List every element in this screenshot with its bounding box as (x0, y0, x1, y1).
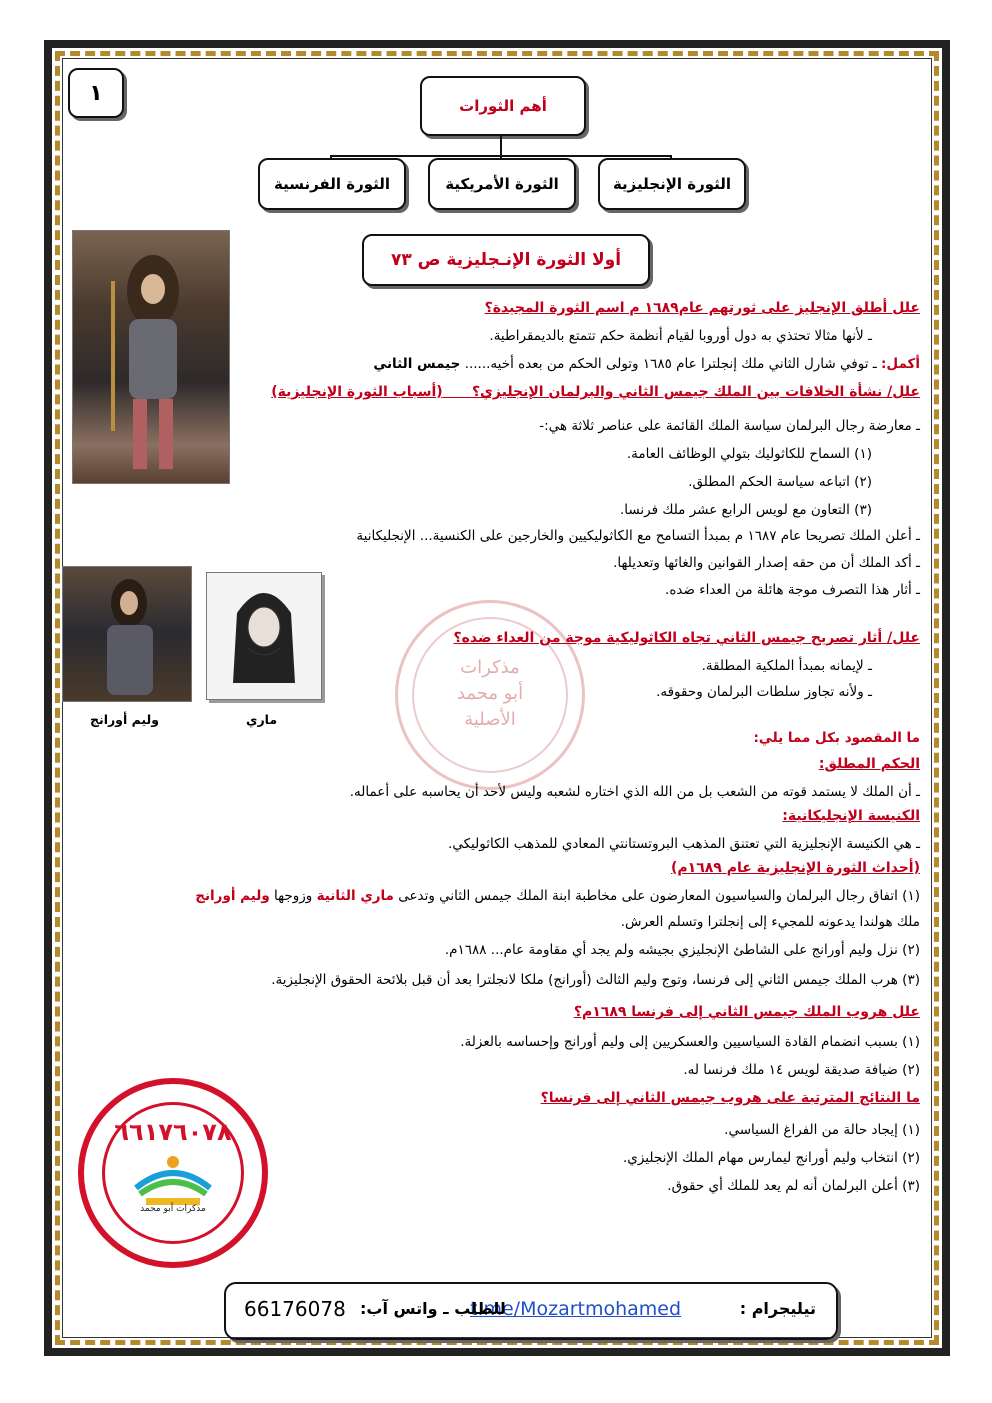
anglican-church-term: الكنيسة الإنجليكانية: (782, 808, 920, 824)
mary-name: ماري الثانية (316, 888, 394, 904)
question-hostility: علل/ أثار تصريح جيمس الثاني تجاه الكاثوليكية موجة من العداء ضده؟ (453, 630, 920, 646)
mary-portrait (206, 572, 322, 700)
stamp-number: ٦٦١٧٦٠٧٨ (114, 1118, 232, 1146)
william-name: وليم أورانج (195, 888, 270, 904)
hostility-answer: ـ لإيمانه بمبدأ الملكية المطلقة. (701, 658, 872, 674)
stamp-caption: مذكرات أبو محمد (140, 1204, 206, 1214)
hostility-answer: ـ ولأنه تجاوز سلطات البرلمان وحقوقه. (656, 684, 872, 700)
william-orange-portrait (62, 566, 192, 702)
question-results: ما النتائج المترتبة على هروب جيمس الثاني إلى فرنسا؟ (540, 1090, 920, 1106)
results-answer: (٣) أعلن البرلمان أنه لم يعد للملك أي حقوق. (667, 1178, 920, 1194)
event-3: (٣) هرب الملك جيمس الثاني إلى فرنسا، وتوج وليم الثالث (أورانج) ملكا لانجلترا بعد أن قبل بلائحة الحقوق الإنجليزية. (271, 972, 920, 988)
disputes-line: ـ أثار هذا التصرف موجة هائلة من العداء ضده. (665, 582, 920, 598)
answer-glorious-revolution: ـ لأنها مثالا تحتذي به دول أوروبا لقيام أنظمة حكم تتمتع بالديمقراطية. (489, 328, 872, 344)
complete-answer: جيمس الثاني (373, 356, 461, 372)
question-disputes-note: (أسباب الثورة الإنجليزية) (271, 384, 443, 400)
question-escape: علل هروب الملك جيمس الثاني إلى فرنسا ١٦٨٩م؟ (573, 1004, 920, 1020)
portrait-figure-icon (73, 231, 229, 483)
portrait-figure-icon (207, 573, 321, 699)
events-heading: (أحداث الثورة الإنجليزية عام ١٦٨٩م) (670, 860, 920, 876)
order-label: للطلب ـ واتس آب: (360, 1299, 506, 1318)
telegram-link[interactable]: t.me/Mozartmohamed (470, 1298, 682, 1320)
disputes-item: (٣) التعاون مع لويس الرابع عشر ملك فرنسا. (619, 502, 872, 518)
event-1-text: (١) اتفاق رجال البرلمان والسياسيون المعارضون على مخاطبة ابنة الملك جيمس الثاني وتدعى (398, 888, 920, 904)
phone-number: 66176078 (244, 1297, 346, 1321)
french-revolution-box: الثورة الفرنسية (258, 158, 406, 210)
anglican-church-definition: ـ هي الكنيسة الإنجليزية التي تعتنق المذهب البروتستانتي المعادي للمذهب الكاثوليكي. (448, 836, 920, 852)
section-heading: أولا الثورة الإنـجليزية ص ٧٣ (362, 234, 650, 286)
question-disputes-text: علل/ نشأة الخلافات بين الملك جيمس الثاني والبرلمان الإنجليزي؟ (471, 384, 920, 400)
connector-line (500, 134, 502, 156)
disputes-intro: ـ معارضة رجال البرلمان سياسة الملك القائمة على عناصر ثلاثة هي:- (539, 418, 920, 434)
disputes-line: ـ أكد الملك أن من حقه إصدار القوانين والغائها وتعديلها. (613, 555, 920, 571)
escape-answer: (١) بسبب انضمام القادة السياسيين والعسكريين إلى وليم أورانج وإحساسه بالعزلة. (460, 1034, 920, 1050)
watermark-text: مذكرات أبو محمد الأصلية (456, 657, 524, 730)
definitions-heading: ما المقصود بكل مما يلي: (753, 730, 920, 746)
event-1 (195, 888, 920, 904)
disputes-line: ـ أعلن الملك تصريحا عام ١٦٨٧ م بمبدأ التسامح مع الكاثوليكيين والخارجين على الكنسية... الإنجليكانية (356, 528, 920, 544)
results-answer: (١) إيجاد حالة من الفراغ السياسي. (724, 1122, 920, 1138)
english-revolution-box: الثورة الإنجليزية (598, 158, 746, 210)
event-1-cont: ملك هولندا يدعونه للمجيء إلى إنجلترا وتسلم العرش. (620, 914, 920, 930)
mary-caption: ماري (246, 712, 278, 727)
portrait-figure-icon (63, 567, 191, 701)
disputes-item: (٢) اتباعه سياسة الحكم المطلق. (688, 474, 872, 490)
american-revolution-box: الثورة الأمريكية (428, 158, 576, 210)
absolute-rule-term: الحكم المطلق: (818, 756, 920, 772)
complete-line (373, 356, 920, 372)
question-glorious-revolution: علل أطلق الإنجليز على ثورتهم عام١٦٨٩ م اسم الثورة المجيدة؟ (484, 300, 920, 316)
james-ii-portrait (72, 230, 230, 484)
contact-footer (224, 1282, 838, 1340)
complete-text: ـ توفي شارل الثاني ملك إنجلترا عام ١٦٨٥ وتولى الحكم من بعده أخيه...... (464, 356, 877, 372)
event-1-text: وزوجها (274, 888, 313, 904)
event-2: (٢) نزل وليم أورانج على الشاطئ الإنجليزي بجيشه ولم يجد أي مقاومة عام... ١٦٨٨م. (444, 942, 920, 958)
absolute-rule-definition: ـ أن الملك لا يستمد قوته من الشعب بل من الله الذي اختاره لشعبه وليس لأحد أن يحاسبه على أعماله. (349, 784, 920, 800)
page-number: ١ (68, 68, 124, 118)
disputes-item: (١) السماح للكاثوليك بتولي الوظائف العامة. (626, 446, 872, 462)
complete-label: أكمل: (881, 356, 920, 372)
question-disputes (271, 384, 920, 400)
escape-answer: (٢) ضيافة صديقة لويس ١٤ ملك فرنسا له. (683, 1062, 920, 1078)
telegram-label: تيليجرام : (739, 1299, 816, 1318)
chart-title: أهم الثورات (420, 76, 586, 136)
william-caption: وليم أورانج (90, 712, 159, 727)
books-logo-icon (126, 1148, 220, 1206)
results-answer: (٢) انتخاب وليم أورانج ليمارس مهام الملك الإنجليزي. (623, 1150, 920, 1166)
